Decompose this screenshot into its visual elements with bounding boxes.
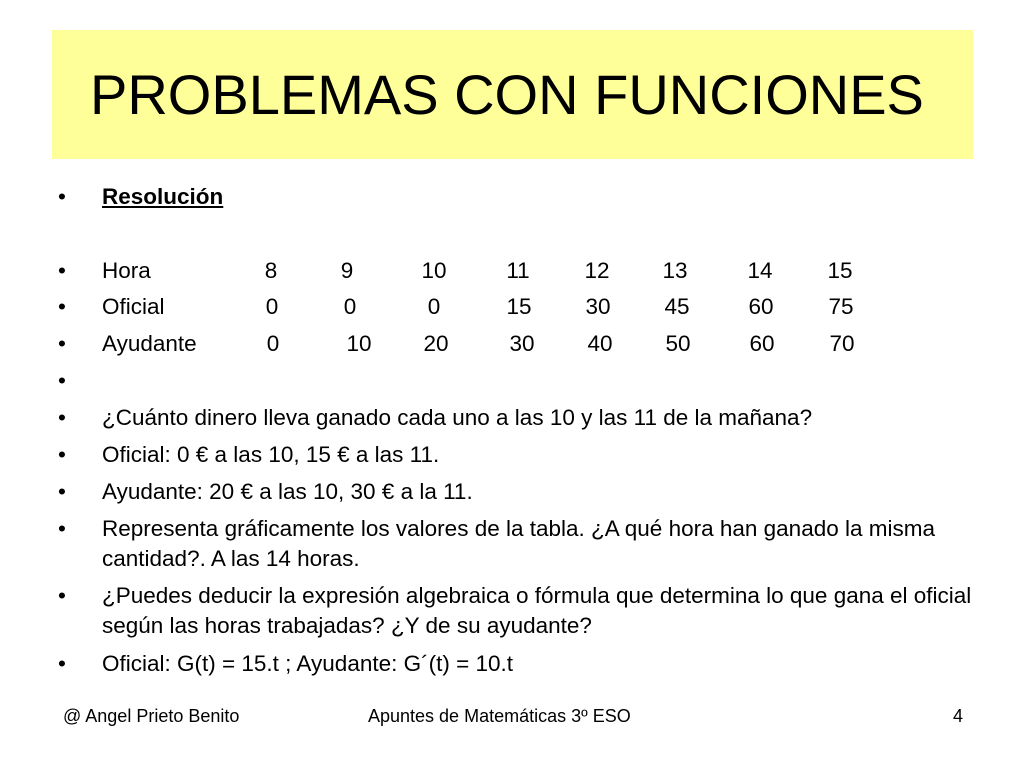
table-cell: 0 <box>266 331 280 356</box>
row-label: Ayudante <box>102 331 197 356</box>
footer-course: Apuntes de Matemáticas 3º ESO <box>368 706 631 726</box>
section-heading: Resolución <box>102 184 224 209</box>
bullet-symbol: • <box>58 651 66 676</box>
table-cell: 12 <box>584 258 610 283</box>
table-cell: 10 <box>421 258 447 283</box>
row-label: Oficial <box>102 294 165 319</box>
bullet-text: Oficial: 0 € a las 10, 15 € a las 11. <box>102 442 440 467</box>
table-cell: 20 <box>423 331 449 356</box>
bullet-symbol: • <box>58 442 66 467</box>
slide-title: PROBLEMAS CON FUNCIONES <box>90 63 924 126</box>
bullet-text: Oficial: G(t) = 15.t ; Ayudante: G´(t) = 10.t <box>102 651 514 676</box>
table-cell: 60 <box>749 331 775 356</box>
bullet-symbol: • <box>58 184 66 209</box>
table-cell: 50 <box>665 331 691 356</box>
table-cell: 15 <box>506 294 532 319</box>
row-label: Hora <box>102 258 151 283</box>
bullet-text: ¿Cuánto dinero lleva ganado cada uno a las 10 y las 11 de la mañana? <box>102 405 813 430</box>
table-cell: 60 <box>748 294 774 319</box>
bullet-symbol: • <box>58 258 66 283</box>
table-cell: 10 <box>346 331 372 356</box>
bullet-symbol: • <box>58 583 66 608</box>
bullet-symbol: • <box>58 405 66 430</box>
table-cell: 45 <box>664 294 690 319</box>
table-cell: 30 <box>509 331 535 356</box>
table-cell: 9 <box>340 258 354 283</box>
footer-page-number: 4 <box>953 706 964 726</box>
bullet-symbol: • <box>58 368 66 393</box>
footer-author: @ Angel Prieto Benito <box>63 706 240 726</box>
table-cell: 8 <box>264 258 278 283</box>
bullet-text: Representa gráficamente los valores de la tabla. ¿A qué hora han ganado la misma cantidad?. A las 14 horas. <box>102 516 935 571</box>
table-cell: 0 <box>343 294 357 319</box>
table-cell: 11 <box>506 258 530 283</box>
table-cell: 15 <box>827 258 853 283</box>
bullet-symbol: • <box>58 331 66 356</box>
bullet-text: ¿Puedes deducir la expresión algebraica o fórmula que determina lo que gana el oficial según las horas trabajadas? ¿Y de su ayudante? <box>102 583 972 638</box>
table-cell: 0 <box>427 294 441 319</box>
table-cell: 40 <box>587 331 613 356</box>
bullet-text: Ayudante: 20 € a las 10, 30 € a la 11. <box>102 479 473 504</box>
table-cell: 13 <box>662 258 688 283</box>
bullet-symbol: • <box>58 294 66 319</box>
bullet-symbol: • <box>58 479 66 504</box>
table-cell: 75 <box>828 294 854 319</box>
table-cell: 70 <box>829 331 855 356</box>
bullet-symbol: • <box>58 516 66 541</box>
table-cell: 0 <box>265 294 279 319</box>
table-cell: 30 <box>585 294 611 319</box>
table-cell: 14 <box>747 258 773 283</box>
